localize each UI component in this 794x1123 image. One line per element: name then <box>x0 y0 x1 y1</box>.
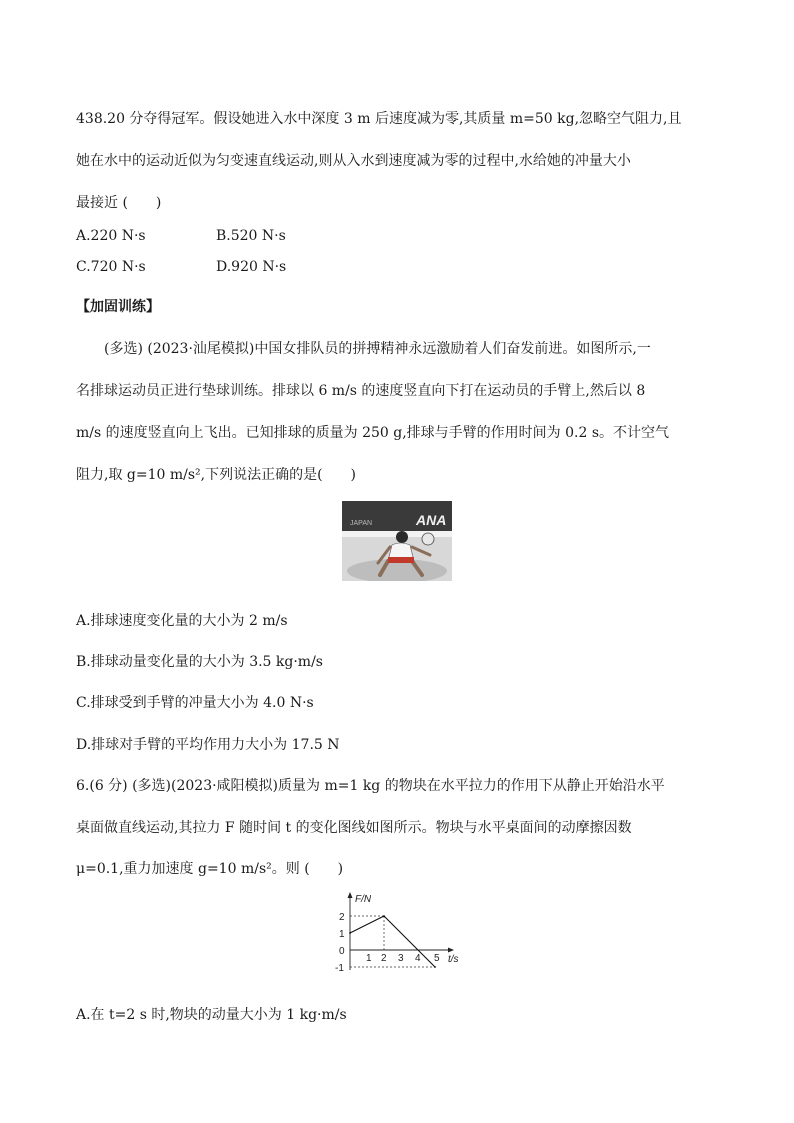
x-tick-5: 5 <box>434 953 440 964</box>
x-tick-1: 1 <box>366 953 372 964</box>
q6-line-3: μ=0.1,重力加速度 g=10 m/s²。则 ( ) <box>76 861 344 877</box>
q6-option-a: A.在 t=2 s 时,物块的动量大小为 1 kg·m/s <box>76 1007 347 1023</box>
y-tick-0: 0 <box>339 946 345 957</box>
y-tick-1: 1 <box>339 929 345 940</box>
banner-japan-text: JAPAN <box>350 520 373 527</box>
reinforce-line-2: 名排球运动员正进行垫球训练。排球以 6 m/s 的速度竖直向下打在运动员的手臂上,然后以 8 <box>76 383 646 399</box>
q5-line-3: 最接近 ( ) <box>76 195 162 211</box>
x-tick-3: 3 <box>398 953 404 964</box>
force-data-point <box>349 932 351 934</box>
force-data-point <box>383 915 385 917</box>
reinforce-line-3: m/s 的速度竖直向上飞出。已知排球的质量为 250 g,排球与手臂的作用时间为 0.2 s。不计空气 <box>76 425 670 441</box>
force-time-graph <box>330 890 470 980</box>
q5-option-d: D.920 N·s <box>216 259 287 275</box>
reinforce-line-1: (多选) (2023·汕尾模拟)中国女排队员的拼搏精神永远激励着人们奋发前进。如图所示,一 <box>104 341 651 357</box>
reinforce-option-a: A.排球速度变化量的大小为 2 m/s <box>76 613 288 629</box>
q5-option-b: B.520 N·s <box>216 228 286 244</box>
volleyball-photo <box>342 501 452 581</box>
y-tick-neg1: -1 <box>335 963 344 974</box>
q6-line-1: 6.(6 分) (多选)(2023·咸阳模拟)质量为 m=1 kg 的物块在水平拉力的作用下从静止开始沿水平 <box>76 778 665 794</box>
q6-line-2: 桌面做直线运动,其拉力 F 随时间 t 的变化图线如图所示。物块与水平桌面间的动摩擦因数 <box>76 820 632 836</box>
force-data-point <box>434 966 436 968</box>
q5-option-c: C.720 N·s <box>76 259 146 275</box>
force-series-line <box>350 916 435 967</box>
x-axis-arrow-icon <box>448 948 454 953</box>
q5-line-1: 438.20 分夺得冠军。假设她进入水中深度 3 m 后速度减为零,其质量 m=50 kg,忽略空气阻力,且 <box>76 111 682 127</box>
x-tick-4: 4 <box>415 953 421 964</box>
reinforce-option-d: D.排球对手臂的平均作用力大小为 17.5 N <box>76 737 340 753</box>
x-axis-label: t/s <box>448 954 459 965</box>
reinforce-option-b: B.排球动量变化量的大小为 3.5 kg·m/s <box>76 654 323 670</box>
reinforce-line-4: 阻力,取 g=10 m/s²,下列说法正确的是( ) <box>76 467 357 483</box>
y-axis-label: F/N <box>355 894 372 905</box>
q5-option-a: A.220 N·s <box>76 228 146 244</box>
reinforce-option-c: C.排球受到手臂的冲量大小为 4.0 N·s <box>76 695 314 711</box>
banner-ana-text: ANA <box>416 512 447 528</box>
y-axis-arrow-icon <box>348 892 353 898</box>
q5-line-2: 她在水中的运动近似为匀变速直线运动,则从入水到速度减为零的过程中,水给她的冲量大小 <box>76 153 631 169</box>
section-heading: 【加固训练】 <box>76 299 160 315</box>
y-tick-2: 2 <box>339 912 345 923</box>
x-tick-2: 2 <box>381 953 387 964</box>
